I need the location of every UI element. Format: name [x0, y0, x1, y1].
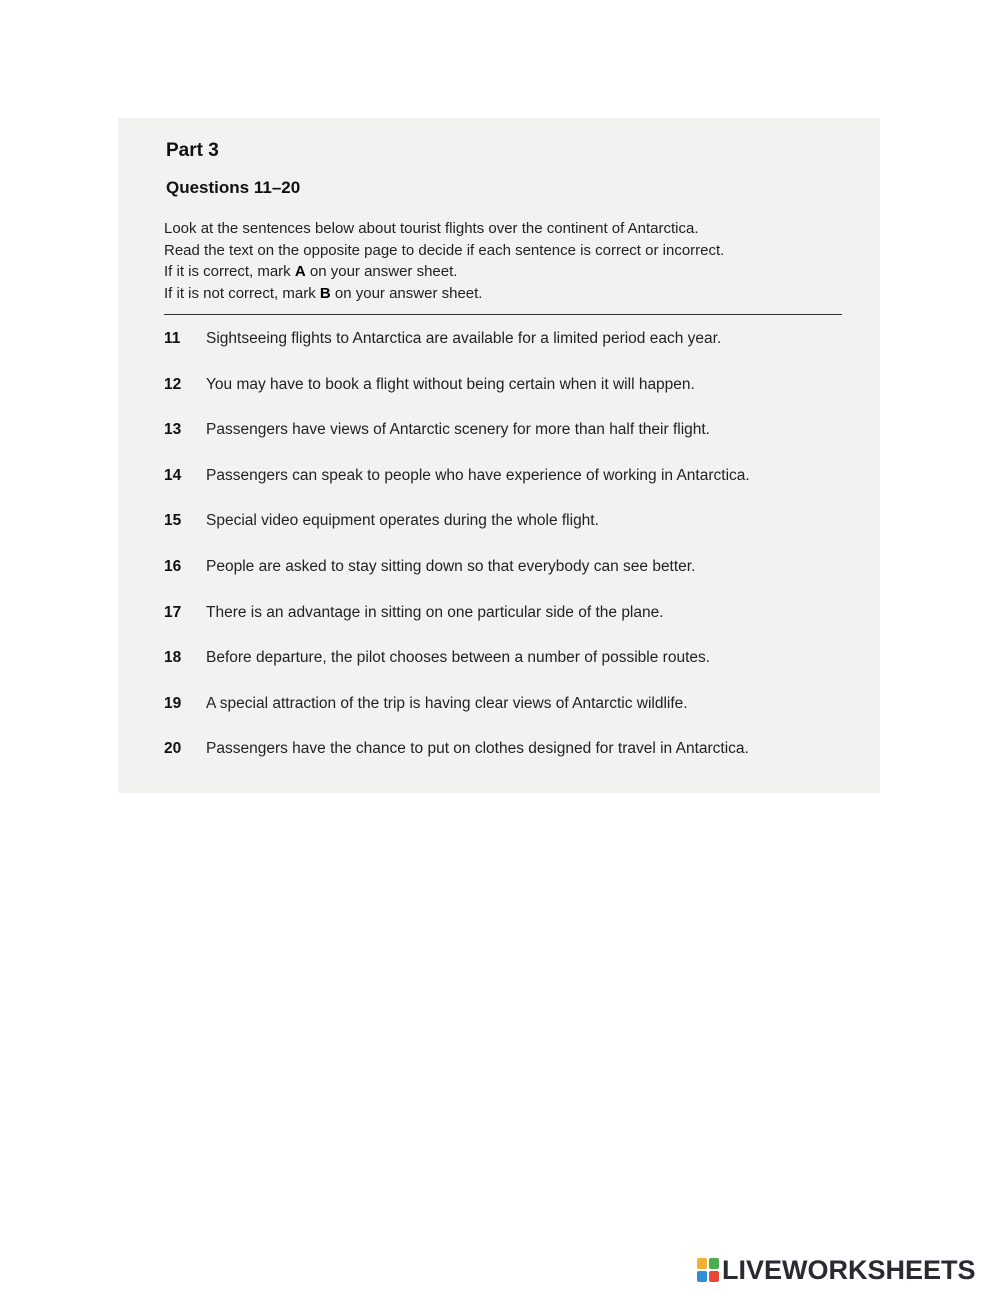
instructions [164, 218, 864, 304]
instruction-line-2: Read the text on the opposite page to decide if each sentence is correct or incorrect. [164, 241, 725, 259]
question-number: 15 [164, 512, 182, 530]
logo-tile [697, 1258, 707, 1269]
instruction-line-4-end: on your answer sheet. [330, 284, 483, 302]
instruction-line-4-start: If it is not correct, mark [164, 284, 320, 302]
question-number: 13 [164, 421, 182, 439]
question-number: 14 [164, 466, 182, 484]
instruction-line-1: Look at the sentences below about tourist flights over the continent of Antarctica. [164, 220, 699, 237]
question-text: Passengers can speak to people who have experience of working in Antarctica. [206, 466, 750, 484]
question-text: People are asked to stay sitting down so that everybody can see better. [206, 557, 696, 575]
question-item [164, 375, 864, 421]
logo-tile [697, 1271, 707, 1282]
instruction-line-3-end: on your answer sheet. [305, 263, 458, 280]
question-text: Special video equipment operates during the whole flight. [206, 512, 599, 530]
question-text: Sightseeing flights to Antarctica are available for a limited period each year. [206, 330, 722, 347]
question-item [164, 511, 864, 557]
question-number: 11 [164, 330, 181, 347]
question-number: 16 [164, 557, 182, 575]
worksheet-page [118, 118, 880, 793]
question-text: Passengers have views of Antarctic scenery for more than half their flight. [206, 421, 710, 439]
liveworksheets-logo-icon [697, 1258, 719, 1282]
question-number: 17 [164, 603, 182, 621]
question-text: You may have to book a flight without being certain when it will happen. [206, 375, 695, 393]
question-item [164, 420, 864, 466]
question-list [164, 329, 864, 785]
question-text: Passengers have the chance to put on clothes designed for travel in Antarctica. [206, 740, 749, 758]
question-item [164, 329, 864, 375]
answer-letter-b: B [319, 284, 331, 302]
question-text: There is an advantage in sitting on one particular side of the plane. [206, 603, 664, 621]
answer-letter-a: A [294, 263, 306, 280]
question-number: 20 [164, 740, 182, 758]
logo-text: LIVEWORKSHEETS [722, 1254, 976, 1285]
question-item [164, 648, 864, 694]
liveworksheets-logo[interactable] [697, 1255, 976, 1285]
part-title: Part 3 [166, 140, 219, 161]
questions-title: Questions 11–20 [166, 178, 301, 197]
instruction-line-3 [164, 261, 864, 283]
question-item [164, 694, 864, 740]
instruction-line-3-start: If it is correct, mark [164, 263, 295, 280]
question-number: 12 [164, 375, 182, 393]
question-number: 18 [164, 649, 182, 667]
logo-tile [709, 1271, 719, 1282]
logo-tile [709, 1258, 719, 1269]
question-item [164, 466, 864, 512]
question-number: 19 [164, 694, 182, 712]
question-text: Before departure, the pilot chooses between a number of possible routes. [206, 649, 711, 667]
divider-line [164, 314, 842, 315]
question-item [164, 739, 864, 785]
instruction-line-4 [164, 283, 864, 305]
question-item [164, 603, 864, 649]
question-item [164, 557, 864, 603]
question-text: A special attraction of the trip is having clear views of Antarctic wildlife. [206, 694, 688, 712]
